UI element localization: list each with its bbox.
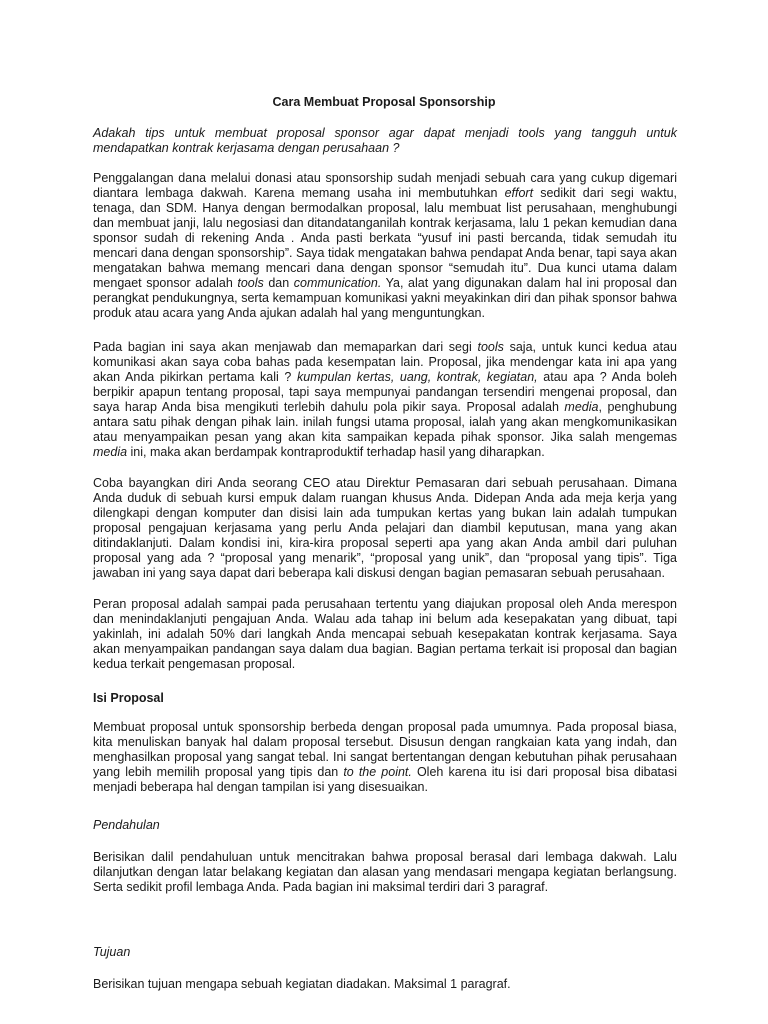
subheading-pendahuluan: Pendahulan	[93, 818, 160, 832]
paragraph-2: Pada bagian ini saya akan menjawab dan memaparkan dari segi tools saja, untuk kunci kedua atau komunikasi akan saya coba bahas pada kesempatan lain. Proposal, jika mendengar kata ini apa yang akan Anda pikirkan pertama kali ? kumpulan kertas, uang, kontrak, kegiatan, atau apa ? Anda boleh berpikir apapun tentang proposal, tapi saya mempunyai pandangan tersendiri mengenai proposal, dan saya harap Anda bisa mengikuti terlebih dahulu pola pikir saya. Proposal adalah media, penghubung antara satu pihak dengan pihak lain. inilah fungsi utama proposal, ialah yang akan mengkomunikasikan atau menyampaikan pesan yang akan kita sampaikan kepada pihak sponsor. Jika salah mengemas media ini, maka akan berdampak kontraproduktif terhadap hasil yang diharapkan.	[93, 340, 678, 459]
subheading-tujuan: Tujuan	[93, 945, 131, 959]
document-title: Cara Membuat Proposal Sponsorship	[272, 95, 496, 109]
paragraph-6: Berisikan dalil pendahuluan untuk mencitrakan bahwa proposal berasal dari lembaga dakwah. Lalu dilanjutkan dengan latar belakang kegiatan dan alasan yang mendasari mengapa kegiatan berlangsung. Serta sedikit profil lembaga Anda. Pada bagian ini maksimal terdiri dari 3 paragraf.	[93, 850, 677, 894]
paragraph-7: Berisikan tujuan mengapa sebuah kegiatan diadakan. Maksimal 1 paragraf.	[93, 977, 511, 991]
paragraph-1: Penggalangan dana melalui donasi atau sponsorship sudah menjadi sebuah cara yang cukup digemari diantara lembaga dakwah. Karena memang usaha ini membutuhkan effort sedikit dari segi waktu, tenaga, dan SDM. Hanya dengan bermodalkan proposal, lalu membuat list perusahaan, menghubungi dan membuat janji, lalu negosiasi dan ditandatanganilah kontrak kerjasama, lalu 1 pekan kemudian dana sponsor sudah di rekening Anda . Anda pasti berkata “yusuf ini pasti bercanda, tidak semudah itu mencari dana dengan sponsorship”. Saya tidak mengatakan bahwa pendapat Anda benar, tapi saya akan mengatakan bahwa memang mencari dana dengan sponsor “semudah itu”. Dua kunci utama dalam mengaet sponsor adalah tools dan communication. Ya, alat yang digunakan dalam hal ini proposal dan perangkat pendukungnya, serta kemampuan komunikasi yakni meyakinkan diri dan pihak sponsor bahwa produk atau acara yang Anda ajukan adalah hal yang menguntungkan.	[93, 171, 677, 320]
paragraph-5: Membuat proposal untuk sponsorship berbeda dengan proposal pada umumnya. Pada proposal biasa, kita menuliskan banyak hal dalam proposal tersebut. Disusun dengan rangkaian kata yang indah, dan menghasilkan proposal yang sangat tebal. Ini sangat bertentangan dengan kebutuhan pihak perusahaan yang lebih memilih proposal yang tipis dan to the point. Oleh karena itu isi dari proposal bisa dibatasi menjadi beberapa hal dengan tampilan isi yang disesuaikan.	[93, 720, 677, 794]
section-heading-isi-proposal: Isi Proposal	[93, 691, 164, 705]
paragraph-3: Coba bayangkan diri Anda seorang CEO atau Direktur Pemasaran dari sebuah perusahaan. Dimana Anda duduk di sebuah kursi empuk dalam ruangan khusus Anda. Didepan Anda ada meja kerja yang dilengkapi dengan komputer dan disisi lain ada tumpukan kertas yang bukan lain adalah tumpukan proposal pengajuan kerjasama yang perlu Anda pelajari dan diambil keputusan, mana yang akan ditindaklanjuti. Dalam kondisi ini, kira-kira proposal seperti apa yang akan Anda ambil dari puluhan proposal yang ada ? “proposal yang menarik”, “proposal yang unik”, dan “proposal yang tipis”. Tiga jawaban ini yang saya dapat dari beberapa kali diskusi dengan bagian pemasaran sebuah perusahaan.	[93, 476, 677, 580]
intro-question: Adakah tips untuk membuat proposal sponsor agar dapat menjadi tools yang tangguh untuk mendapatkan kontrak kerjasama dengan perusahaan ?	[93, 126, 677, 155]
paragraph-4: Peran proposal adalah sampai pada perusahaan tertentu yang diajukan proposal oleh Anda merespon dan menindaklanjuti pengajuan Anda. Walau ada tahap ini belum ada kesepakatan yang dibuat, tapi yakinlah, ini adalah 50% dari langkah Anda mencapai sebuah kesepakatan kontrak kerjasama. Saya akan menyampaikan pandangan saya dalam dua bagian. Bagian pertama terkait isi proposal dan bagian kedua terkait pengemasan proposal.	[93, 597, 677, 671]
